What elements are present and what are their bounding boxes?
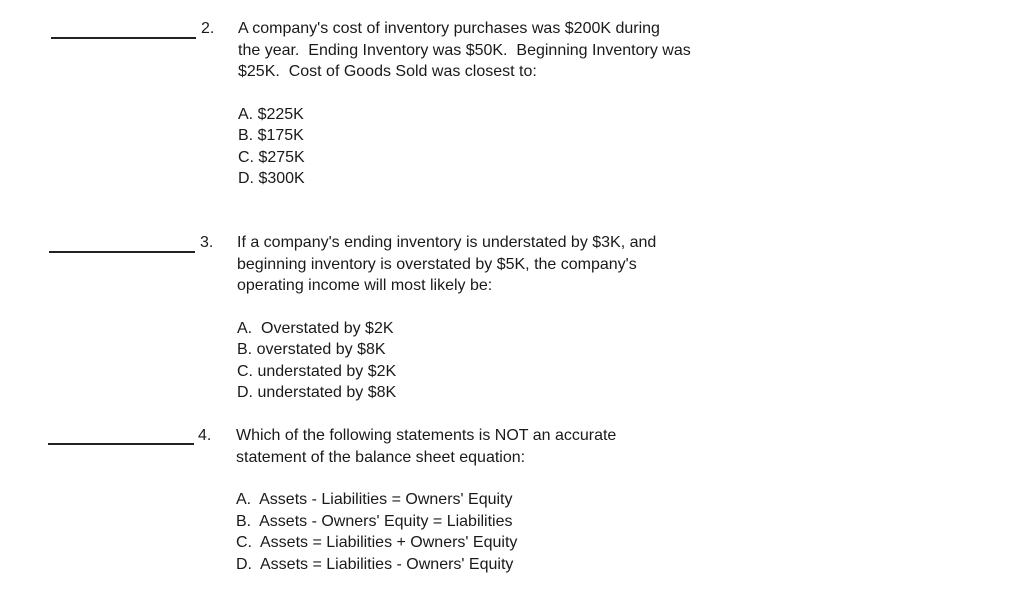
answer-option-b: B. overstated by $8K <box>237 341 386 358</box>
question-number: 4. <box>198 427 212 444</box>
answer-option-c: C. $275K <box>238 148 305 166</box>
answer-option-d: D. $300K <box>238 170 305 187</box>
answer-blank[interactable] <box>49 251 195 253</box>
answer-option-d: D. Assets = Liabilities - Owners' Equity <box>236 555 514 573</box>
question-stem-line: operating income will most likely be: <box>237 277 493 294</box>
question-stem-line: A company's cost of inventory purchases was $200K during <box>238 20 660 37</box>
question-number: 2. <box>201 20 215 37</box>
answer-option-c: C. understated by $2K <box>237 362 397 380</box>
question-stem-line: Which of the following statements is NOT an accurate <box>236 427 617 444</box>
answer-option-a: A. $225K <box>238 105 304 123</box>
answer-options <box>238 104 691 190</box>
question-body <box>236 425 616 575</box>
question-body <box>237 232 656 404</box>
answer-option-b: B. $175K <box>238 127 304 144</box>
question-body <box>238 18 691 190</box>
question-number: 3. <box>200 234 214 251</box>
question-stem-line: $25K. Cost of Goods Sold was closest to: <box>238 63 537 80</box>
question-stem-line: statement of the balance sheet equation: <box>236 448 526 466</box>
answer-option-a: A. Assets - Liabilities = Owners' Equity <box>236 491 513 508</box>
answer-option-b: B. Assets - Owners' Equity = Liabilities <box>236 512 513 530</box>
answer-option-d: D. understated by $8K <box>237 384 397 401</box>
answer-options <box>237 318 656 404</box>
question-stem-line: beginning inventory is overstated by $5K, the company's <box>237 255 637 273</box>
question-stem-line: the year. Ending Inventory was $50K. Beginning Inventory was <box>238 41 691 59</box>
answer-blank[interactable] <box>51 37 196 39</box>
question-stem-line: If a company's ending inventory is understated by $3K, and <box>237 234 657 251</box>
answer-option-a: A. Overstated by $2K <box>237 319 394 337</box>
answer-option-c: C. Assets = Liabilities + Owners' Equity <box>236 534 518 551</box>
answer-blank[interactable] <box>48 443 194 445</box>
answer-options <box>236 489 616 575</box>
